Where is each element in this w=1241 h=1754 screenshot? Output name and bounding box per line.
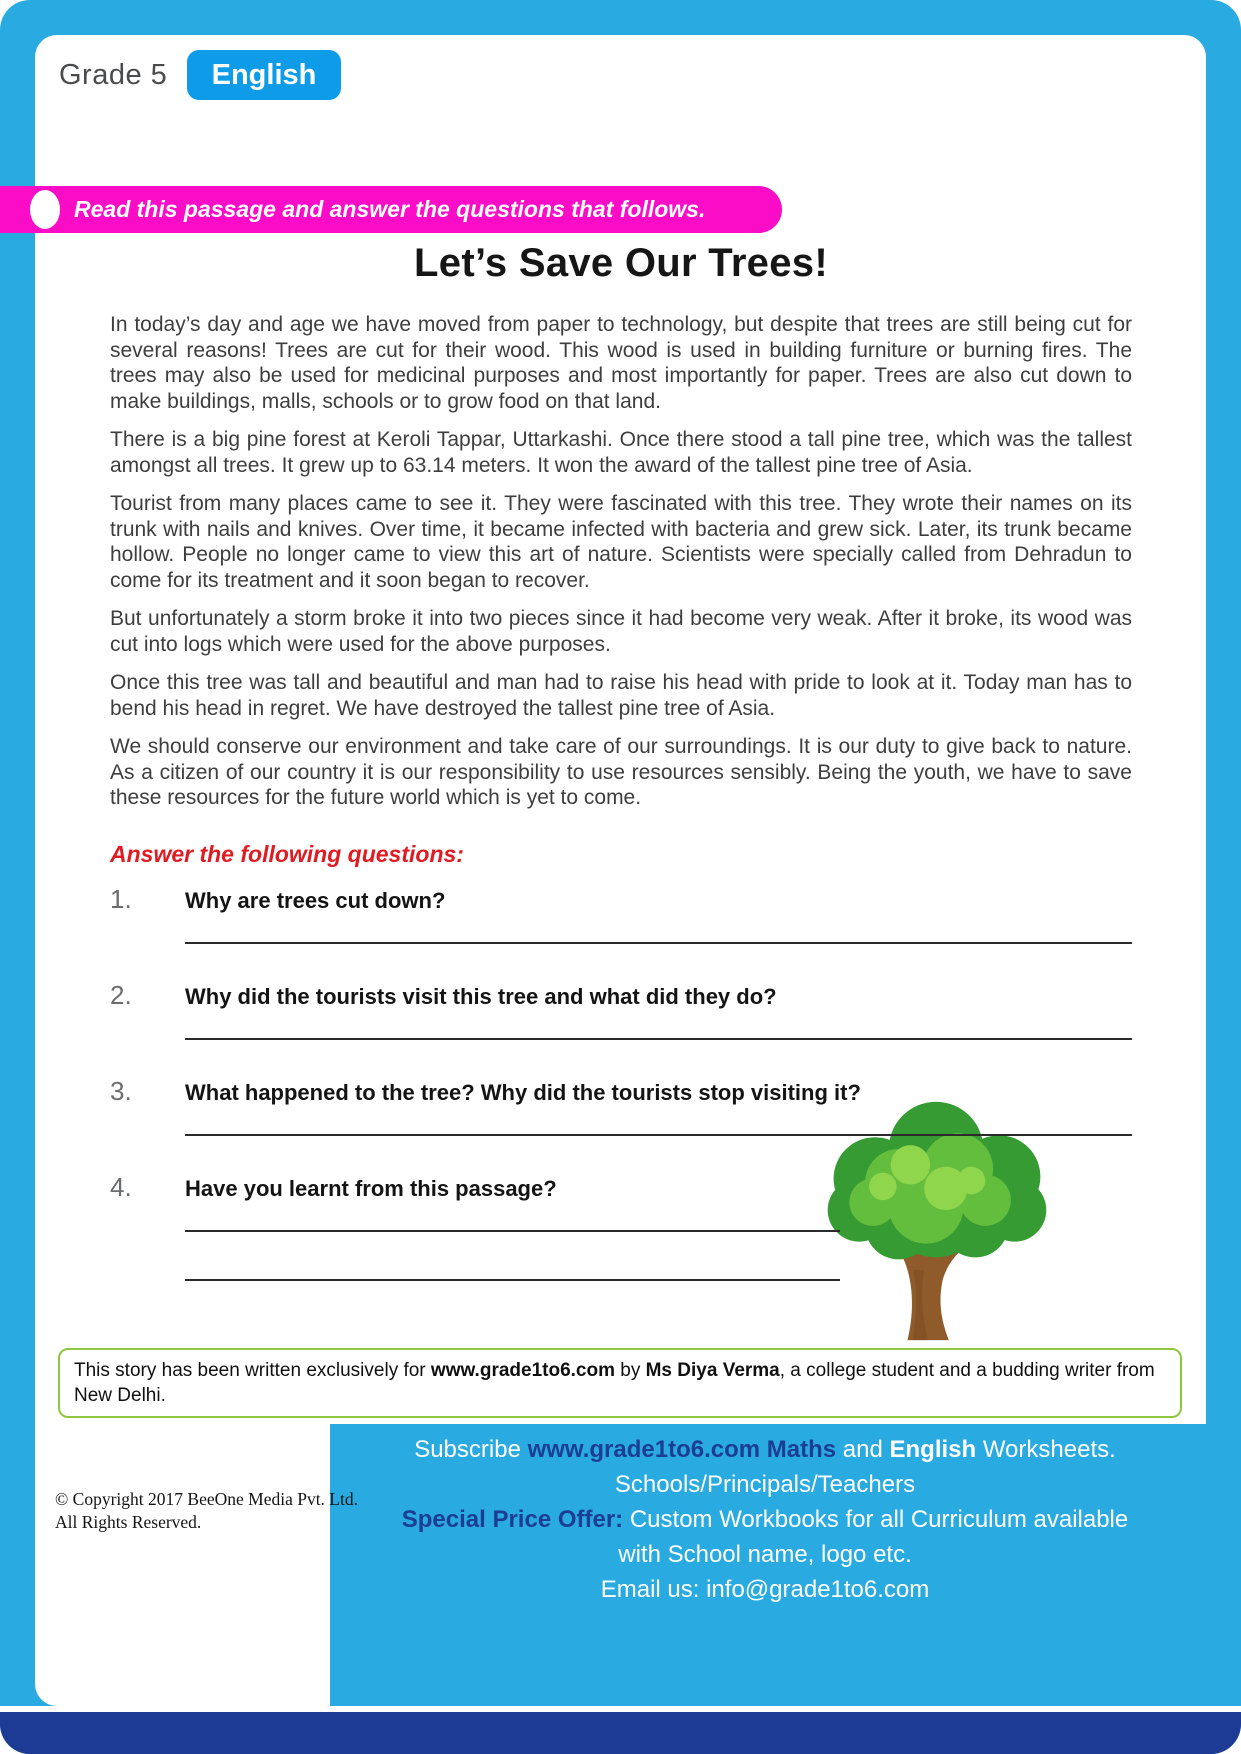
oval-bullet-icon bbox=[30, 190, 60, 229]
question-number: 3. bbox=[110, 1075, 132, 1106]
question-number: 1. bbox=[110, 883, 132, 914]
instruction-banner bbox=[0, 186, 782, 233]
attribution-site-link[interactable]: www.grade1to6.com bbox=[430, 1360, 615, 1381]
answer-line[interactable] bbox=[185, 1038, 1132, 1040]
attribution-box bbox=[58, 1348, 1182, 1418]
question-1 bbox=[110, 884, 1132, 944]
passage-title: Let’s Save Our Trees! bbox=[414, 241, 828, 285]
bottom-navy-strip bbox=[0, 1712, 1241, 1754]
footer-offer-line bbox=[335, 1502, 1195, 1537]
instruction-text: Read this passage and answer the questions that follows. bbox=[74, 196, 706, 222]
attribution-by: by bbox=[614, 1360, 646, 1381]
footer bbox=[335, 1432, 1195, 1607]
question-4 bbox=[110, 1172, 1132, 1281]
footer-and: and bbox=[836, 1436, 890, 1463]
passage-paragraph: There is a big pine forest at Keroli Tappar, Uttarkashi. Once there stood a tall pine tree, which was the tallest amongst all trees. It grew up to 63.14 meters. It won the award of the tallest pine tree of Asia. bbox=[110, 428, 1132, 477]
answer-line[interactable] bbox=[185, 1134, 1132, 1136]
answer-line[interactable] bbox=[185, 942, 1132, 944]
attribution-author: Ms Diya Verma bbox=[645, 1360, 780, 1381]
answer-line[interactable] bbox=[185, 1230, 840, 1232]
grade-label: Grade 5 bbox=[59, 59, 168, 91]
question-number: 2. bbox=[110, 979, 132, 1010]
footer-offer-label: Special Price Offer: bbox=[401, 1506, 624, 1533]
subject-badge: English bbox=[187, 50, 341, 100]
footer-subscribe-label: Subscribe bbox=[414, 1436, 528, 1463]
question-text: Have you learnt from this passage? bbox=[185, 1175, 557, 1201]
copyright-line2: All Rights Reserved. bbox=[55, 1512, 202, 1532]
footer-school-line: with School name, logo etc. bbox=[618, 1541, 912, 1568]
footer-worksheets-label: Worksheets. bbox=[976, 1436, 1116, 1463]
footer-audience-line: Schools/Principals/Teachers bbox=[614, 1471, 916, 1498]
footer-english-label: English bbox=[889, 1436, 977, 1463]
passage-paragraph: Once this tree was tall and beautiful and man had to raise his head with pride to look at it. Today man has to bend his head in regret. We have destroyed the tallest pine tree of Asia. bbox=[110, 671, 1132, 720]
footer-offer-text: Custom Workbooks for all Curriculum available bbox=[623, 1506, 1129, 1533]
answer-line[interactable] bbox=[185, 1279, 840, 1281]
questions-heading: Answer the following questions: bbox=[110, 840, 464, 867]
question-text: Why did the tourists visit this tree and what did they do? bbox=[185, 983, 777, 1009]
copyright-notice bbox=[55, 1488, 358, 1534]
attribution-suffix: , a college student and a budding writer from New Delhi. bbox=[74, 1360, 1155, 1406]
footer-subscribe-line bbox=[335, 1432, 1195, 1467]
question-3 bbox=[110, 1076, 1132, 1136]
passage-paragraph: In today’s day and age we have moved from paper to technology, but despite that trees are still being cut for several reasons! Trees are cut for their wood. This wood is used in building furniture or burning fires. The trees may also be used for medicinal purposes and most importantly for paper. Trees are also cut down to make buildings, malls, schools or to grow food on that land. bbox=[110, 313, 1132, 413]
header-grade-pill bbox=[35, 44, 349, 106]
passage-paragraph: But unfortunately a storm broke it into two pieces since it had become very weak. After it broke, its wood was cut into logs which were used for the above purposes. bbox=[110, 607, 1132, 656]
attribution-prefix: This story has been written exclusively for bbox=[74, 1360, 431, 1381]
copyright-line1: © Copyright 2017 BeeOne Media Pvt. Ltd. bbox=[55, 1489, 358, 1509]
question-number: 4. bbox=[110, 1171, 132, 1202]
passage-paragraph: Tourist from many places came to see it. They were fascinated with this tree. They wrote their names on its trunk with nails and knives. Over time, it became infected with bacteria and grew sick. Later, its trunk became hollow. People no longer came to view this art of nature. Scientists were specially called from Dehradun to come for its treatment and it soon began to recover. bbox=[110, 492, 1132, 592]
passage-paragraph: We should conserve our environment and take care of our surroundings. It is our duty to give back to nature. As a citizen of our country it is our responsibility to use resources sensibly. Being the youth, we have to save these resources for the future world which is yet to come. bbox=[110, 735, 1132, 809]
email-link[interactable]: Email us: info@grade1to6.com bbox=[600, 1576, 930, 1603]
footer-site-maths-link[interactable]: www.grade1to6.com Maths bbox=[527, 1436, 837, 1463]
question-text: What happened to the tree? Why did the tourists stop visiting it? bbox=[185, 1079, 861, 1105]
question-2 bbox=[110, 980, 1132, 1040]
question-text: Why are trees cut down? bbox=[185, 887, 446, 913]
